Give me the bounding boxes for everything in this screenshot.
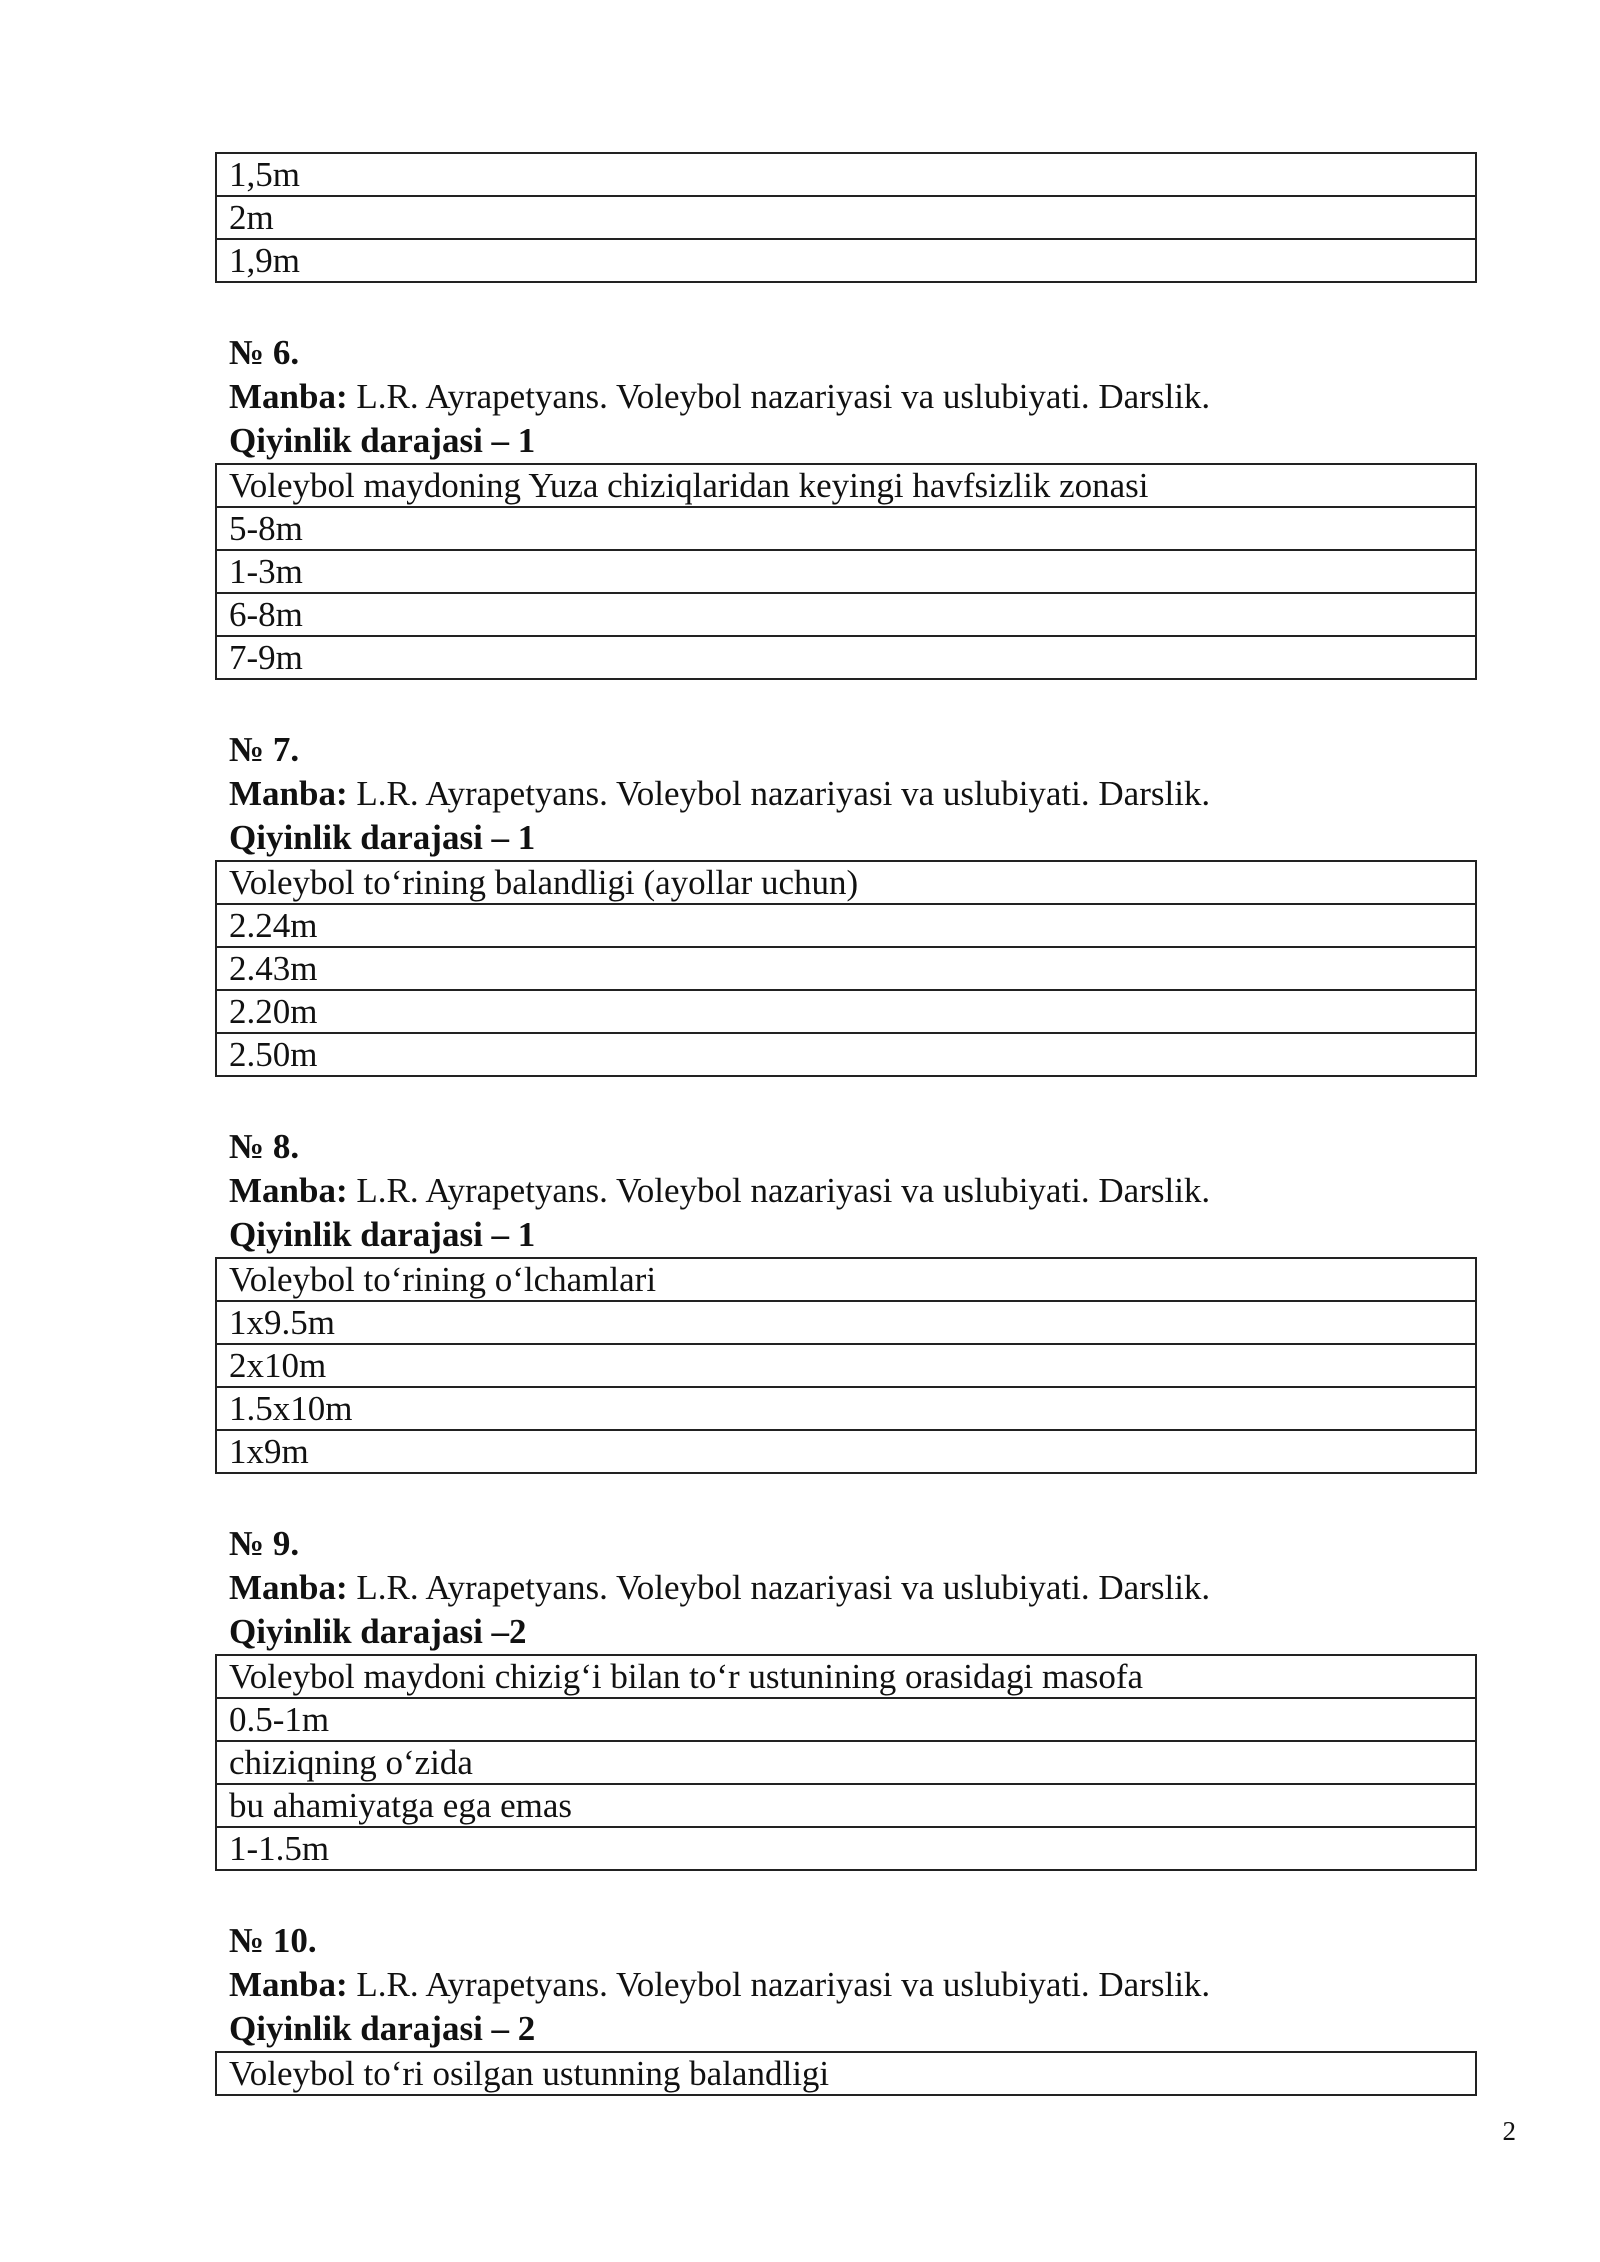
question-text: Voleybol maydoning Yuza chiziqlaridan keyingi havfsizlik zonasi xyxy=(216,464,1476,507)
question-number: № 10. xyxy=(229,1921,317,1960)
question-table xyxy=(215,1257,1477,1474)
question-text: Voleybol to‘ri osilgan ustunning balandligi xyxy=(216,2052,1476,2095)
answer-row xyxy=(216,1033,1476,1076)
answer-row xyxy=(216,1344,1476,1387)
question-text: Voleybol maydoni chizig‘i bilan to‘r ustunining orasidagi masofa xyxy=(216,1655,1476,1698)
answer-option: chiziqning o‘zida xyxy=(216,1741,1476,1784)
question-difficulty: Qiyinlik darajasi – 2 xyxy=(229,2009,536,2048)
answer-option: 2.50m xyxy=(216,1033,1476,1076)
answer-option: bu ahamiyatga ega emas xyxy=(216,1784,1476,1827)
answer-option: 7-9m xyxy=(216,636,1476,679)
answer-option: 1x9.5m xyxy=(216,1301,1476,1344)
question-number: № 8. xyxy=(229,1127,300,1166)
question-number: № 6. xyxy=(229,333,300,372)
answer-row xyxy=(216,1387,1476,1430)
source-text: L.R. Ayrapetyans. Voleybol nazariyasi va uslubiyati. Darslik. xyxy=(356,377,1211,416)
question-row xyxy=(216,1258,1476,1301)
question-table xyxy=(215,463,1477,680)
table-cell: 2m xyxy=(216,196,1476,239)
answer-option: 1-1.5m xyxy=(216,1827,1476,1870)
question-table xyxy=(215,860,1477,1077)
answer-option: 1-3m xyxy=(216,550,1476,593)
question-block xyxy=(215,331,1477,680)
answer-option: 2.43m xyxy=(216,947,1476,990)
table-row xyxy=(216,196,1476,239)
answer-option: 2.20m xyxy=(216,990,1476,1033)
table-cell: 1,5m xyxy=(216,153,1476,196)
table-row xyxy=(216,239,1476,282)
question-source xyxy=(215,772,1477,816)
question-table xyxy=(215,1654,1477,1871)
question-row xyxy=(216,2052,1476,2095)
question-difficulty: Qiyinlik darajasi –2 xyxy=(229,1612,527,1651)
answer-row xyxy=(216,550,1476,593)
answer-row xyxy=(216,636,1476,679)
question-row xyxy=(216,464,1476,507)
answer-row xyxy=(216,507,1476,550)
question-source xyxy=(215,1566,1477,1610)
answer-row xyxy=(216,593,1476,636)
source-label: Manba: xyxy=(229,377,348,416)
question-text: Voleybol to‘rining balandligi (ayollar uchun) xyxy=(216,861,1476,904)
table-cell: 1,9m xyxy=(216,239,1476,282)
source-label: Manba: xyxy=(229,1171,348,1210)
question-difficulty: Qiyinlik darajasi – 1 xyxy=(229,818,536,857)
answer-row xyxy=(216,904,1476,947)
source-label: Manba: xyxy=(229,1568,348,1607)
page-number: 2 xyxy=(1502,2116,1516,2146)
source-text: L.R. Ayrapetyans. Voleybol nazariyasi va uslubiyati. Darslik. xyxy=(356,1568,1211,1607)
answer-option: 6-8m xyxy=(216,593,1476,636)
answer-option: 1.5x10m xyxy=(216,1387,1476,1430)
answer-row xyxy=(216,1430,1476,1473)
source-label: Manba: xyxy=(229,1965,348,2004)
question-source xyxy=(215,1169,1477,1213)
answer-option: 0.5-1m xyxy=(216,1698,1476,1741)
question-difficulty: Qiyinlik darajasi – 1 xyxy=(229,1215,536,1254)
question-block xyxy=(215,1919,1477,2096)
question-number: № 7. xyxy=(229,730,300,769)
page-content xyxy=(215,152,1477,2096)
question-block xyxy=(215,1125,1477,1474)
question-text: Voleybol to‘rining o‘lchamlari xyxy=(216,1258,1476,1301)
table-row xyxy=(216,153,1476,196)
question-block xyxy=(215,728,1477,1077)
answer-row xyxy=(216,1301,1476,1344)
question-difficulty: Qiyinlik darajasi – 1 xyxy=(229,421,536,460)
answer-row xyxy=(216,990,1476,1033)
answer-row xyxy=(216,1741,1476,1784)
answer-option: 2.24m xyxy=(216,904,1476,947)
question-source xyxy=(215,375,1477,419)
answer-row xyxy=(216,1698,1476,1741)
source-text: L.R. Ayrapetyans. Voleybol nazariyasi va uslubiyati. Darslik. xyxy=(356,774,1211,813)
source-text: L.R. Ayrapetyans. Voleybol nazariyasi va uslubiyati. Darslik. xyxy=(356,1171,1211,1210)
question-table xyxy=(215,2051,1477,2096)
source-label: Manba: xyxy=(229,774,348,813)
question-number: № 9. xyxy=(229,1524,300,1563)
question-row xyxy=(216,861,1476,904)
answer-row xyxy=(216,1827,1476,1870)
answer-option: 1x9m xyxy=(216,1430,1476,1473)
source-text: L.R. Ayrapetyans. Voleybol nazariyasi va uslubiyati. Darslik. xyxy=(356,1965,1211,2004)
answer-row xyxy=(216,1784,1476,1827)
continued-answer-table xyxy=(215,152,1477,283)
question-source xyxy=(215,1963,1477,2007)
answer-row xyxy=(216,947,1476,990)
question-row xyxy=(216,1655,1476,1698)
question-block xyxy=(215,1522,1477,1871)
answer-option: 2x10m xyxy=(216,1344,1476,1387)
answer-option: 5-8m xyxy=(216,507,1476,550)
